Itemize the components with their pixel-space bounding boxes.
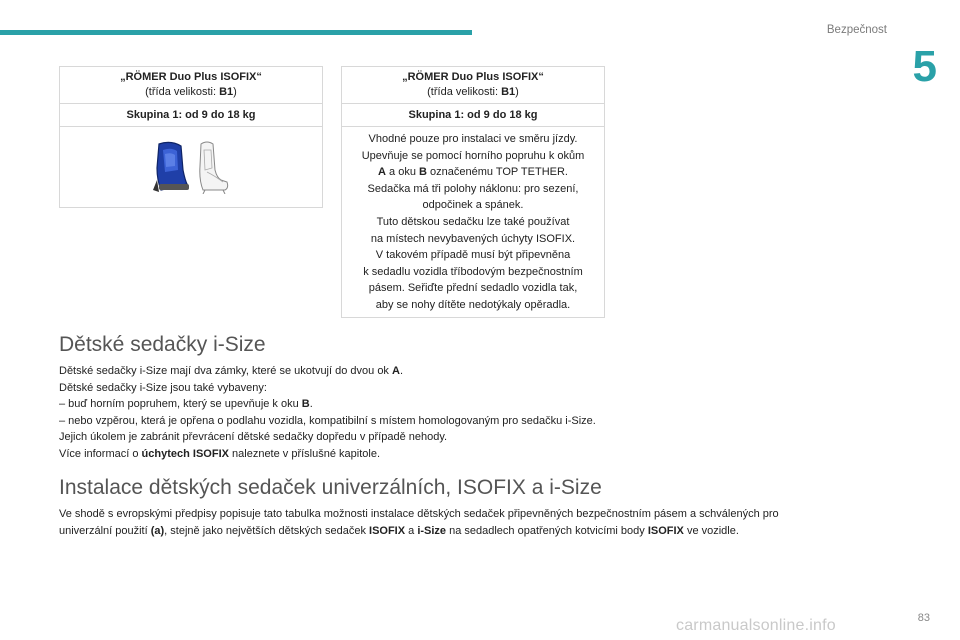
header-accent-bar: [0, 30, 472, 35]
desc-line: Sedačka má tři polohy náklonu: pro sezení,: [367, 182, 579, 195]
text-span: na sedadlech opatřených kotvicími body: [446, 524, 648, 537]
seat-table-left: [59, 66, 323, 208]
bold-text: B: [301, 398, 310, 411]
install-paragraph: [59, 506, 889, 539]
page-number: 83: [917, 612, 930, 624]
group-cell: Skupina 1: od 9 do 18 kg: [60, 104, 323, 127]
desc-line: aby se nohy dítěte nedotýkaly opěradla.: [375, 298, 571, 311]
text-span: naleznete v příslušné kapitole.: [228, 447, 381, 460]
size-suffix: ): [233, 86, 237, 98]
text-line: [59, 523, 889, 540]
text-span: univerzální použití: [59, 524, 151, 537]
desc-line: odpočinek a spánek.: [422, 199, 524, 212]
text-span: , stejně jako největších dětských sedaček: [164, 524, 370, 537]
seat-header-cell: [342, 67, 605, 104]
desc-line: na místech nevybavených úchyty ISOFIX.: [370, 232, 576, 245]
text-span: .: [309, 398, 313, 411]
install-heading: Instalace dětských sedaček univerzálních, ISOFIX a i-Size: [59, 476, 602, 499]
desc-line: V takovém případě musí být připevněna: [375, 249, 571, 262]
desc-text: označenému TOP TETHER.: [426, 166, 568, 179]
text-span: a: [405, 524, 418, 537]
seat-description-cell: [342, 127, 605, 318]
size-class: B1: [219, 86, 234, 98]
desc-line: k sedadlu vozidla tříbodovým bezpečnostním: [363, 265, 583, 278]
bold-text: ISOFIX: [647, 524, 684, 537]
seat-header-cell: [60, 67, 323, 104]
seat-table-right: [341, 66, 605, 318]
text-span: .: [399, 365, 404, 377]
text-line: Dětské sedačky i-Size jsou také vybaveny:: [59, 381, 267, 394]
size-prefix: (třída velikosti:: [145, 86, 220, 98]
section-title: Bezpečnost: [826, 24, 887, 36]
text-line: [59, 363, 889, 380]
bold-text: i-Size: [417, 524, 447, 537]
watermark: carmanualsonline.info: [676, 617, 836, 634]
desc-line: Tuto dětskou sedačku lze také používat: [376, 215, 570, 228]
bold-text: úchytech ISOFIX: [141, 447, 229, 460]
size-prefix: (třída velikosti:: [427, 86, 502, 98]
vehicle-seat-outline-icon: [195, 140, 231, 194]
seat-name: „RÖMER Duo Plus ISOFIX“: [120, 71, 262, 83]
text-line: [59, 446, 889, 463]
size-class: B1: [501, 86, 516, 98]
seat-image-cell: [60, 127, 323, 208]
text-line: Jejich úkolem je zabránit převrácení dětské sedačky dopředu v případě nehody.: [59, 431, 448, 444]
size-suffix: ): [515, 86, 519, 98]
group-cell: Skupina 1: od 9 do 18 kg: [342, 104, 605, 127]
text-line: Ve shodě s evropskými předpisy popisuje tato tabulka možnosti instalace dětských sedaček připevněných bezpečnostním pásem a schválených pro: [59, 508, 779, 520]
desc-text: a oku: [385, 166, 419, 179]
child-seat-blue-icon: [151, 140, 191, 194]
isize-heading: Dětské sedačky i-Size: [59, 333, 266, 356]
ring-a-label: A: [378, 166, 386, 179]
text-span: Více informací o: [59, 447, 142, 460]
ring-b-label: B: [419, 166, 427, 179]
text-span: Dětské sedačky i-Size mají dva zámky, které se ukotvují do dvou ok: [59, 365, 392, 377]
bold-text: (a): [150, 524, 165, 537]
desc-line: Vhodné pouze pro instalaci ve směru jízdy.: [368, 133, 578, 145]
text-line: [59, 396, 889, 413]
text-span: ve vozidle.: [683, 524, 739, 537]
text-span: – buď horním popruhem, který se upevňuje k oku: [59, 398, 302, 411]
desc-line: Upevňuje se pomocí horního popruhu k okům: [361, 149, 585, 162]
bold-text: A: [392, 365, 400, 377]
seat-name: „RÖMER Duo Plus ISOFIX“: [402, 71, 544, 83]
chapter-number: 5: [912, 42, 937, 91]
desc-line: [348, 164, 598, 181]
isize-paragraph: [59, 363, 889, 463]
text-line: – nebo vzpěrou, která je opřena o podlahu vozidla, kompatibilní s místem homologovaným pro sedačku i-Size.: [59, 414, 596, 427]
bold-text: ISOFIX: [369, 524, 406, 537]
desc-line: pásem. Seřiďte přední sedadlo vozidla tak,: [368, 282, 578, 295]
